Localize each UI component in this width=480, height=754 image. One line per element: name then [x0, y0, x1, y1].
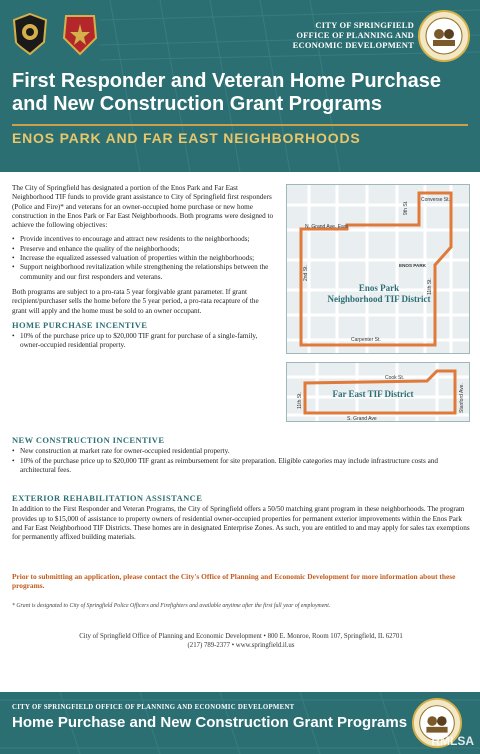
list-item: • Increase the equalized assessed valuation of properties within the neighborhoods;	[12, 254, 274, 263]
street-label: 11th St.	[297, 392, 303, 409]
contact-line-1: City of Springfield Office of Planning and Economic Development • 800 E. Monroe, Room 107, Springfield, IL 62701	[79, 633, 403, 640]
street-label: N. Grand Ave. East	[305, 224, 348, 230]
objectives-list	[12, 235, 274, 281]
new-construction-list	[12, 447, 470, 475]
footer-banner	[0, 692, 480, 754]
title-line-2: and New Construction Grant Programs	[12, 93, 383, 115]
home-purchase-heading: HOME PURCHASE INCENTIVE	[12, 319, 148, 330]
list-item: • 10% of the purchase price up to $20,000 TIF grant for purchase of a single-family, owner-occupied residential property.	[12, 332, 274, 351]
street-label: 2nd St.	[303, 265, 309, 281]
map-district-label: Enos Park	[358, 283, 400, 293]
far-east-map	[286, 362, 470, 422]
office-line-3: ECONOMIC DEVELOPMENT	[292, 40, 414, 50]
intro-paragraph: The City of Springfield has designated a portion of the Enos Park and Far East Neighborhood TIF funds to provide grant assistance to City of Springfield first responders (Police and Fire)* and veterans for an owner-occupied home purchase or new home construction in the Enos Park or Far East Neighborhoods. Both programs were designed to achieve the following objectives:	[12, 184, 274, 230]
street-label: S. Grand Ave	[347, 416, 377, 422]
forgivable-grant-paragraph: Both programs are subject to a pro-rata 5 year forgivable grant parameter. If grant recipient/purchaser sells the home before the 5 year period, a pro-rata recapture of the grant will apply and the home must be sold to an owner occupant.	[12, 287, 259, 315]
city-seal-icon	[418, 10, 470, 62]
office-line-2: OFFICE OF PLANNING AND	[296, 30, 414, 40]
footer-title: Home Purchase and New Construction Grant Programs	[12, 714, 408, 731]
far-east-map-drawing	[287, 363, 470, 422]
contact-notice: Prior to submitting an application, please contact the City's Office of Planning and Economic Development for more information about these programs.	[12, 572, 456, 591]
list-item: • 10% of the purchase price up to $20,000 TIF grant as reimbursement for site preparation. Eligible categories may include infrastructure costs and architectural fees.	[12, 457, 470, 476]
map-district-label: Neighborhood TIF District	[327, 294, 431, 304]
enos-park-map	[286, 184, 470, 354]
exterior-paragraph: In addition to the First Responder and Veteran Programs, the City of Springfield offers a 50/50 matching grant program in these neighborhoods. The program provides up to $15,000 of assistance to property owners of residential owner-occupied properties for permanent exterior improvements within the Enos Park and Far East Neighborhood TIF Districts. These homes are in designated Enterprise Zones. As such, you are entitled to and may apply for sales tax exemptions for permanently affixed building materials.	[12, 505, 470, 542]
list-item: • New construction at market rate for owner-occupied residential property.	[12, 447, 470, 456]
street-label: ENOS PARK	[399, 263, 426, 268]
street-label: Converse St.	[421, 197, 450, 203]
list-item: • Preserve and enhance the quality of the neighborhoods;	[12, 245, 274, 254]
title-line-1: First Responder and Veteran Home Purchase	[12, 70, 442, 92]
enos-park-map-drawing	[287, 185, 470, 354]
header-banner	[0, 0, 480, 172]
page-subtitle: ENOS PARK AND FAR EAST NEIGHBORHOODS	[12, 130, 361, 146]
fire-department-badge-icon	[60, 12, 100, 56]
maps-column	[286, 184, 470, 422]
new-construction-section	[12, 436, 470, 475]
footer-office-name: CITY OF SPRINGFIELD OFFICE OF PLANNING AND ECONOMIC DEVELOPMENT	[12, 704, 295, 711]
list-item: • Support neighborhood revitalization while strengthening the relationships between the community and our first responders and veterans.	[12, 263, 274, 282]
street-label: 11th St.	[427, 278, 433, 295]
street-label: 9th St.	[403, 200, 409, 215]
intro-section	[12, 184, 274, 351]
watermark: RMLSA	[431, 734, 474, 748]
home-purchase-list	[12, 332, 274, 351]
police-badge-icon	[10, 12, 50, 56]
office-name	[293, 20, 414, 50]
new-construction-heading: NEW CONSTRUCTION INCENTIVE	[12, 435, 165, 445]
contact-line-2: (217) 789-2377 • www.springfield.il.us	[187, 642, 295, 649]
street-label: Carpenter St.	[351, 337, 381, 343]
list-item: • Provide incentives to encourage and attract new residents to the neighborhoods;	[12, 235, 274, 244]
subtitle-divider	[12, 124, 468, 126]
exterior-section	[12, 494, 470, 542]
exterior-heading: EXTERIOR REHABILITATION ASSISTANCE	[12, 493, 203, 503]
street-label: Cook St.	[385, 375, 405, 381]
office-line-1: CITY OF SPRINGFIELD	[315, 20, 414, 30]
page-title	[12, 70, 472, 116]
street-label: Stanford Ave.	[459, 383, 465, 413]
footnote: * Grant is designated to City of Springfield Police Officers and Firefighters and available anytime after the first full year of employment.	[12, 603, 331, 609]
map-district-label: Far East TIF District	[332, 389, 414, 399]
contact-info	[12, 632, 470, 650]
